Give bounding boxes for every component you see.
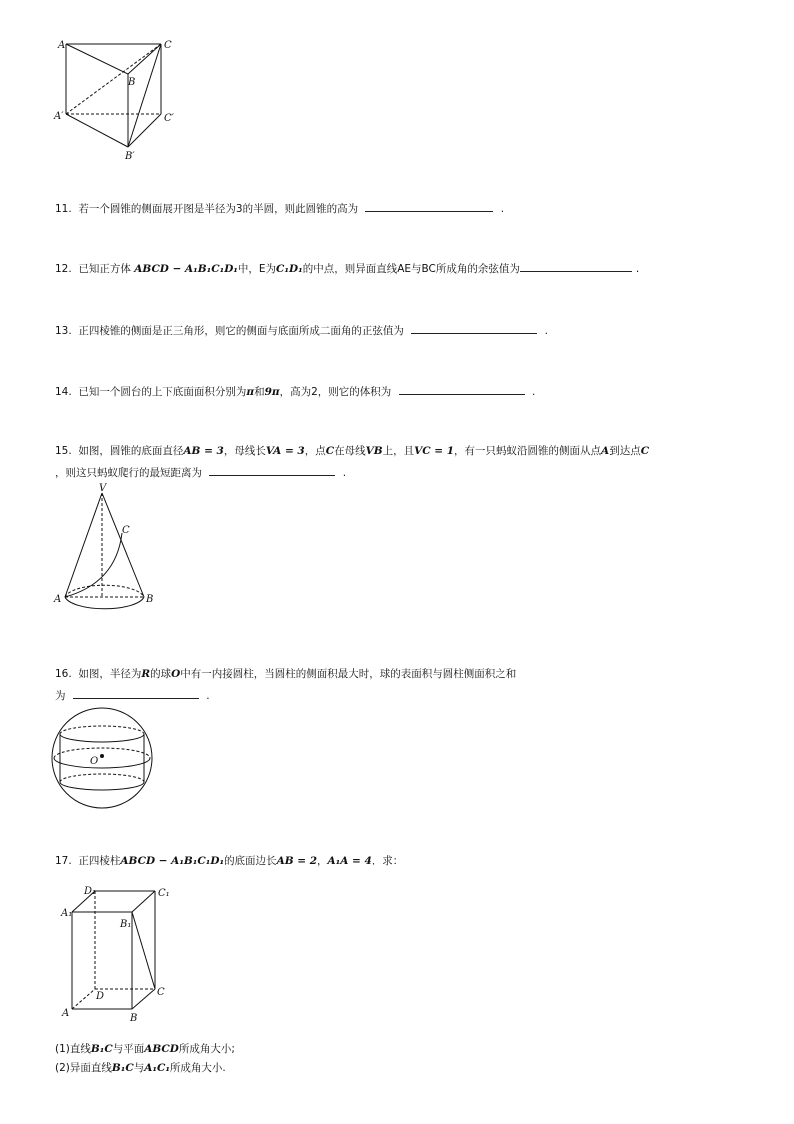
prism-label-c-prime: C′ [164, 113, 174, 124]
cuboid-label-b1: B₁ [120, 919, 132, 930]
q17-text-a: 正四棱柱 [78, 855, 121, 867]
q15-number: 15. [55, 445, 72, 457]
q16-text-b: 的球 [150, 668, 172, 680]
q12-text-c: 的中点，则异面直线AE与BC所成角的余弦值为 [302, 263, 520, 275]
q16-text-c: 中有一内接圆柱，当圆柱的侧面积最大时，球的表面积与圆柱侧面积之和 [180, 668, 517, 680]
q14-math-pi: π [246, 386, 255, 398]
q15-math-ab: AB = 3 [183, 445, 224, 457]
cuboid-label-c: C [157, 987, 165, 998]
q16-line2-text: 为 [55, 690, 66, 702]
q15-math-a: A [601, 445, 610, 457]
q16-text-a: 如图，半径为 [78, 668, 142, 680]
q17-text-c: ， [317, 855, 328, 867]
q14-text-a: 已知一个圆台的上下底面面积分别为 [78, 386, 247, 398]
cuboid-label-d: D [96, 991, 105, 1002]
question-11 [55, 199, 504, 217]
q15-math-vb: VB [365, 445, 383, 457]
cone-label-v: V [99, 483, 107, 494]
q17-math-prism: ABCD − A₁B₁C₁D₁ [120, 855, 225, 867]
q17-sub2-suffix: 所成角大小. [169, 1062, 226, 1074]
q12-answer-blank[interactable] [520, 259, 632, 272]
cone-label-a: A [54, 594, 62, 605]
q13-period: . [544, 325, 548, 337]
question-16 [55, 666, 516, 682]
q14-answer-blank[interactable] [399, 382, 525, 395]
cuboid-label-b: B [130, 1013, 138, 1024]
q11-number: 11. [55, 203, 72, 215]
q13-text: 正四棱锥的侧面是正三角形，则它的侧面与底面所成二面角的正弦值为 [78, 325, 404, 337]
q14-period: . [531, 386, 536, 398]
q17-sub2-prefix: (2)异面直线 [55, 1062, 112, 1074]
cuboid-label-c1: C₁ [158, 888, 170, 899]
question-16-line2 [55, 686, 210, 704]
q17-text-d: ．求： [371, 855, 404, 867]
q16-math-r: R [141, 668, 151, 680]
question-15 [55, 443, 649, 459]
cone-label-b: B [146, 594, 154, 605]
q11-text: 若一个圆锥的侧面展开图是半径为3的半圆，则此圆锥的高为 [78, 203, 359, 215]
question-17 [55, 853, 403, 869]
q14-number: 14. [55, 386, 72, 398]
cuboid-label-a: A [62, 1008, 70, 1019]
prism-label-a: A [58, 40, 66, 51]
question-13 [55, 321, 548, 339]
prism-label-c: C [164, 40, 172, 51]
q15-math-c2: C [640, 445, 650, 457]
q15-line2-text: ，则这只蚂蚁爬行的最短距离为 [55, 467, 202, 479]
q12-math-cube: ABCD − A₁B₁C₁D₁ [134, 263, 238, 275]
q16-math-o: O [171, 668, 181, 680]
q15-text-a: 如图，圆锥的底面直径 [78, 445, 184, 457]
q15-math-vc: VC = 1 [414, 445, 455, 457]
q16-period: . [206, 690, 210, 702]
prism-figure [50, 35, 190, 165]
q14-text-b: ，高为2，则它的体积为 [279, 386, 392, 398]
q11-answer-blank[interactable] [365, 199, 493, 212]
q16-answer-blank[interactable] [73, 686, 199, 699]
q12-text-a: 已知正方体 [78, 263, 131, 275]
cuboid-figure [58, 882, 178, 1027]
q14-text-and: 和 [254, 386, 265, 398]
q17-sub2-math-a1c1: A₁C₁ [144, 1062, 170, 1074]
q15-text-b: ，母线长 [223, 445, 266, 457]
q15-text-e: 上，且 [382, 445, 415, 457]
q17-sub1-math-abcd: ABCD [144, 1043, 179, 1055]
q15-text-c: ，点 [304, 445, 326, 457]
q17-sub1-math-b1c: B₁C [90, 1043, 113, 1055]
q11-period: . [500, 203, 505, 215]
q14-math-9pi: 9π [264, 386, 280, 398]
cuboid-label-a1: A₁ [61, 908, 73, 919]
q12-period: . [635, 263, 640, 275]
prism-label-b: B [128, 77, 136, 88]
q17-math-ab: AB = 2 [276, 855, 317, 867]
q12-text-b: 中，E为 [237, 263, 277, 275]
q15-math-c: C [325, 445, 335, 457]
q15-text-f: ，有一只蚂蚁沿圆锥的侧面从点 [454, 445, 602, 457]
q15-text-d: 在母线 [334, 445, 366, 457]
q17-sub-1 [55, 1041, 235, 1057]
question-12 [55, 259, 639, 277]
q17-math-a1a: A₁A = 4 [327, 855, 372, 867]
q17-text-b: 的底面边长 [224, 855, 277, 867]
sphere-figure [50, 706, 160, 811]
q17-sub-2 [55, 1060, 226, 1076]
q12-math-c1d1: C₁D₁ [276, 263, 303, 275]
cuboid-label-d1: D₁ [84, 886, 97, 897]
prism-label-b-prime: B′ [125, 151, 135, 162]
q17-number: 17. [55, 855, 72, 867]
q13-number: 13. [55, 325, 72, 337]
q15-answer-blank[interactable] [209, 463, 335, 476]
q17-sub2-mid: 与 [133, 1062, 145, 1074]
q15-text-g: 到达点 [609, 445, 641, 457]
q17-sub2-math-b1c: B₁C [111, 1062, 134, 1074]
cone-label-c: C [122, 525, 130, 536]
q15-math-va: VA = 3 [265, 445, 305, 457]
cone-figure [50, 485, 170, 610]
question-15-line2 [55, 463, 346, 481]
q17-sub1-mid: 与平面 [112, 1043, 145, 1055]
prism-label-a-prime: A′ [54, 111, 64, 122]
q15-period: . [342, 467, 347, 479]
q12-number: 12. [55, 263, 72, 275]
q17-sub1-suffix: 所成角大小; [178, 1043, 235, 1055]
sphere-label-o: O [90, 756, 99, 767]
question-14 [55, 382, 535, 400]
q17-sub1-prefix: (1)直线 [55, 1043, 91, 1055]
q16-number: 16. [55, 668, 72, 680]
q13-answer-blank[interactable] [411, 321, 537, 334]
